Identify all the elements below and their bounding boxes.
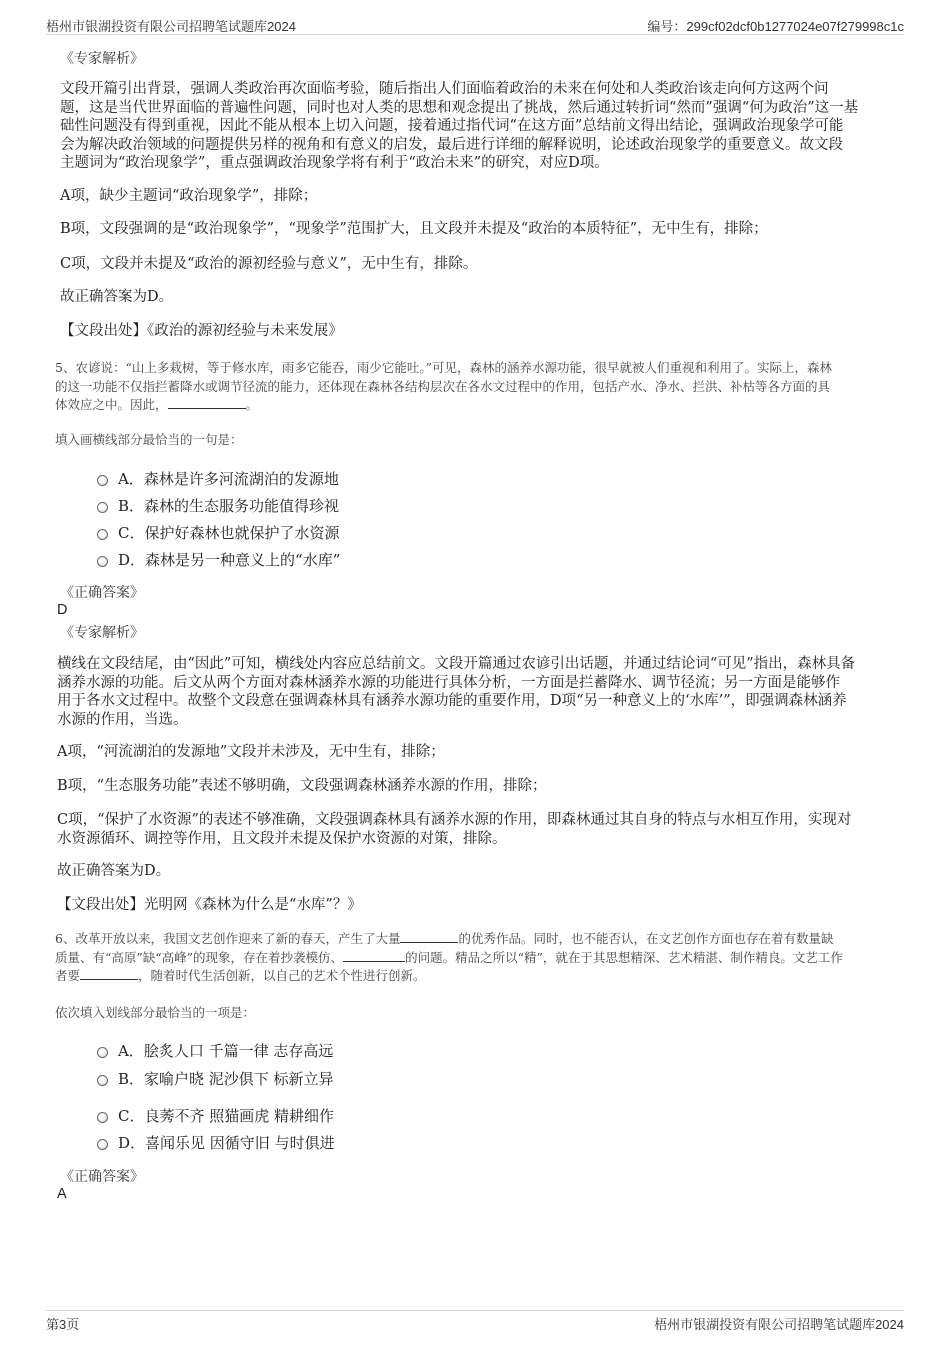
option-label: A．森林是许多河流湖泊的发源地 <box>118 469 339 488</box>
option-label: B．家喻户晓 泥沙俱下 标新立异 <box>118 1069 334 1088</box>
option-c[interactable] <box>97 1104 335 1126</box>
option-label: A．脍炙人口 千篇一律 志存高远 <box>118 1041 334 1060</box>
radio-icon[interactable] <box>97 1075 108 1086</box>
analysis-line: 涵养水源的功能。后文从两个方面对森林涵养水源的功能进行具体分析，一方面是拦蓄降水、调节径流；另一方面是能够作 <box>57 674 840 691</box>
radio-icon[interactable] <box>97 502 108 513</box>
stem-text: 。 <box>245 397 259 413</box>
option-a[interactable] <box>97 467 340 489</box>
fill-blank <box>80 967 138 980</box>
radio-icon[interactable] <box>97 1112 108 1123</box>
fill-blank <box>168 396 246 409</box>
analysis-line: 础性问题没有得到重视，因此不能从根本上切入问题，接着通过指代词“在这方面”总结前文得出结论，强调政治现象学可能 <box>60 118 844 135</box>
radio-icon[interactable] <box>97 1139 108 1150</box>
stem-text: 质量、有“高原”缺“高峰”的现象，存在着抄袭模仿、 <box>55 949 344 965</box>
stem-line <box>55 949 903 968</box>
radio-icon[interactable] <box>97 556 108 567</box>
analysis-line: 水源的作用，当选。 <box>57 711 188 728</box>
analysis-line: 主题词为“政治现象学”，重点强调政治现象学将有利于“政治未来”的研究，对应D项。 <box>60 155 609 172</box>
page-header <box>46 14 904 35</box>
analysis-line: 横线在文段结尾，由“因此”可知，横线处内容应总结前文。文段开篇通过农谚引出话题，并通过结论词“可见”指出，森林具备 <box>57 656 856 672</box>
stem-text: 的优秀作品。同时，也不能否认，在文艺创作方面也存在着有数量缺 <box>458 931 834 946</box>
page-number: 第3页 <box>46 1317 80 1332</box>
header-title: 梧州市银湖投资有限公司招聘笔试题库2024 <box>46 19 296 34</box>
q4-source: 【文段出处】《政治的源初经验与未来发展》 <box>60 323 343 339</box>
stem-line <box>55 396 900 415</box>
stem-text: 的问题。精品之所以“精”，就在于其思想精深、艺术精湛、制作精良。文艺工作 <box>405 949 843 965</box>
q5-stem <box>55 359 900 415</box>
stem-line <box>55 967 903 986</box>
analysis-line: 会为解决政治领域的问题提供另样的视角和有意义的启发，最后进行详细的解释说明，论述政治现象学的重要意义。故文段 <box>60 136 843 153</box>
q4-option-b-explanation: B项，文段强调的是“政治现象学”，“现象学”范围扩大，且文段并未提及“政治的本质特征”，无中生有，排除； <box>60 221 768 237</box>
page-footer <box>46 1310 904 1331</box>
stem-text: 者要 <box>55 968 81 984</box>
q5-prompt: 填入画横线部分最恰当的一句是： <box>55 432 243 447</box>
stem-line <box>55 930 903 949</box>
analysis-line: 题，这是当代世界面临的普遍性问题，同时也对人类的思想和观念提出了挑战，然后通过转折词“然而”强调“何为政治”这一基 <box>60 99 859 116</box>
stem-text: 6、改革开放以来，我国文艺创作迎来了新的春天，产生了大量 <box>55 931 401 946</box>
radio-icon[interactable] <box>97 1047 108 1058</box>
stem-text: ，随着时代生活创新，以自己的艺术个性进行创新。 <box>138 968 426 984</box>
q5-option-c-explanation <box>57 811 902 848</box>
option-label: D．喜闻乐见 因循守旧 与时俱进 <box>118 1133 335 1152</box>
q6-options <box>97 1039 335 1153</box>
footer-title: 梧州市银湖投资有限公司招聘笔试题库2024 <box>654 1317 904 1332</box>
option-b[interactable] <box>97 1067 335 1089</box>
fill-blank <box>343 949 405 962</box>
q4-option-a-explanation: A项，缺少主题词“政治现象学”，排除； <box>60 188 318 204</box>
q6-prompt: 依次填入划线部分最恰当的一项是： <box>55 1005 256 1020</box>
stem-text: 体效应之中。因此， <box>55 397 168 413</box>
radio-icon[interactable] <box>97 475 108 486</box>
fill-blank <box>400 930 458 943</box>
analysis-line: 水资源循环、调控等作用，且文段并未提及保护水资源的对策，排除。 <box>57 830 507 847</box>
q4-option-c-explanation: C项，文段并未提及“政治的源初经验与意义”，无中生有，排除。 <box>60 256 478 272</box>
option-label: D．森林是另一种意义上的“水库” <box>118 550 341 569</box>
q5-source: 【文段出处】光明网《森林为什么是“水库”？》 <box>57 897 362 913</box>
analysis-line: C项，“保护了水资源”的表述不够准确，文段强调森林具有涵养水源的作用，即森林通过其自身的特点与水相互作用，实现对 <box>57 812 852 828</box>
q5-conclusion: 故正确答案为D。 <box>57 863 171 879</box>
stem-line: 5、农谚说：“山上多栽树，等于修水库，雨多它能吞，雨少它能吐。”可见，森林的涵养水源功能，很早就被人们重视和利用了。实际上，森林 <box>55 360 832 375</box>
analysis-line: 文段开篇引出背景，强调人类政治再次面临考验，随后指出人们面临着政治的未来在何处和人类政治该走向何方这两个问 <box>60 81 829 97</box>
option-a[interactable] <box>97 1039 335 1061</box>
expert-analysis-label: 《专家解析》 <box>60 51 144 67</box>
q6-stem <box>55 930 903 986</box>
correct-answer: A <box>57 1186 67 1202</box>
correct-answer-label: 《正确答案》 <box>60 585 144 601</box>
q4-conclusion: 故正确答案为D。 <box>60 289 174 305</box>
option-d[interactable] <box>97 1131 335 1153</box>
stem-line: 的这一功能不仅指拦蓄降水或调节径流的能力，还体现在森林各结构层次在各水文过程中的作用，包括产水、净水、拦洪、补枯等各方面的具 <box>55 378 831 394</box>
correct-answer: D <box>57 602 68 618</box>
option-label: C．良莠不齐 照猫画虎 精耕细作 <box>118 1106 335 1125</box>
option-label: B．森林的生态服务功能值得珍视 <box>118 496 340 515</box>
analysis-line: 用于各水文过程中。故整个文段意在强调森林具有涵养水源功能的重要作用，D项“另一种意义上的‘水库’”，即强调森林涵养 <box>57 693 847 710</box>
q5-option-a-explanation: A项，“河流湖泊的发源地”文段并未涉及，无中生有，排除； <box>57 744 445 760</box>
expert-analysis-label: 《专家解析》 <box>60 625 144 641</box>
q4-analysis <box>60 80 900 173</box>
option-b[interactable] <box>97 494 340 516</box>
option-label: C．保护好森林也就保护了水资源 <box>118 523 340 542</box>
radio-icon[interactable] <box>97 529 108 540</box>
q5-analysis <box>57 655 902 729</box>
header-doc-id: 编号：299cf02dcf0b1277024e07f279998c1c <box>647 19 904 34</box>
option-c[interactable] <box>97 521 340 543</box>
correct-answer-label: 《正确答案》 <box>60 1169 144 1185</box>
q5-options <box>97 467 340 570</box>
q5-option-b-explanation: B项，“生态服务功能”表述不够明确，文段强调森林涵养水源的作用，排除； <box>57 778 547 794</box>
option-d[interactable] <box>97 548 340 570</box>
